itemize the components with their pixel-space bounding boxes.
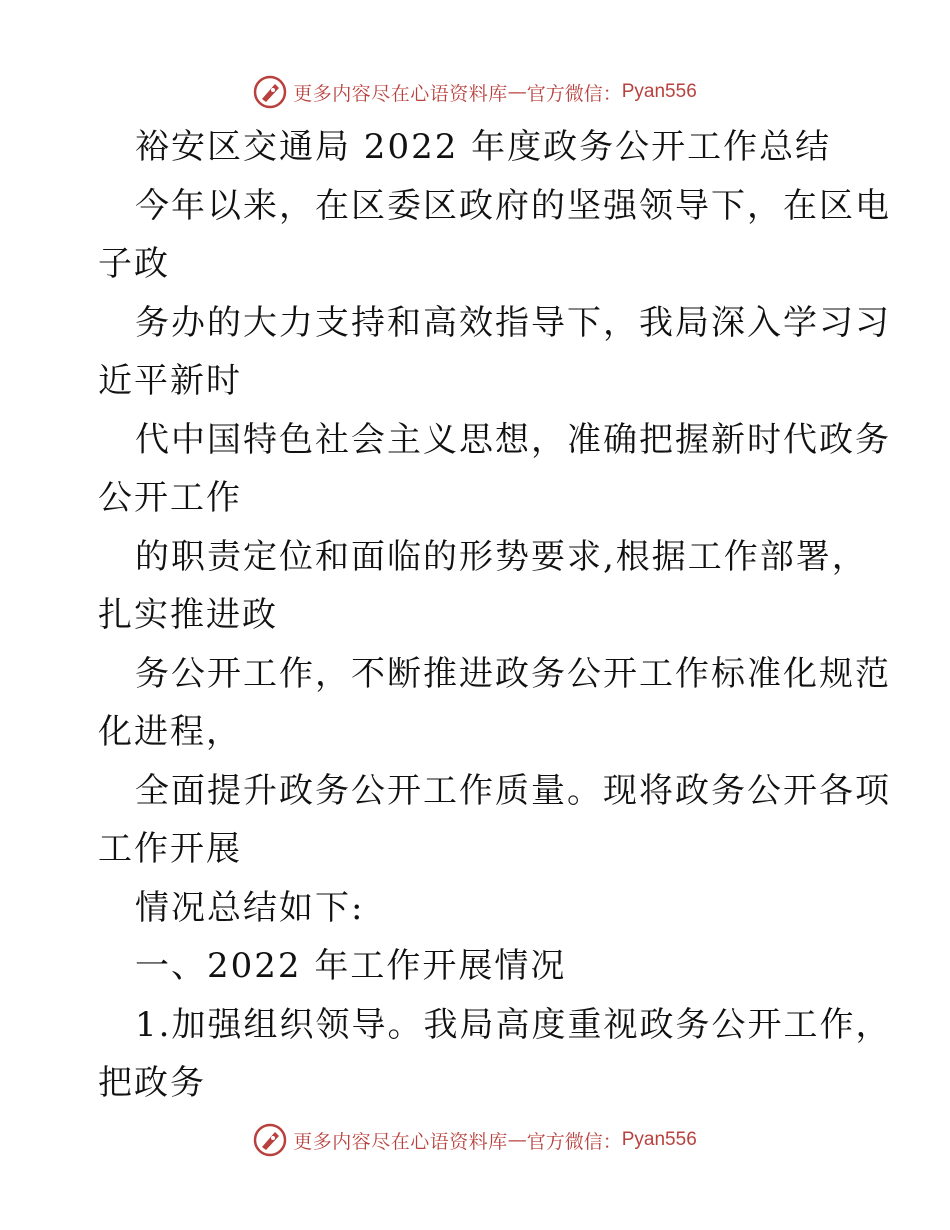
watermark-separator: — xyxy=(507,81,527,103)
paragraph-line: 情况总结如下: xyxy=(135,887,365,928)
paragraph-line: 化进程， xyxy=(98,712,242,752)
watermark-wechat-id: Pyan556 xyxy=(621,1129,697,1150)
watermark-site-text: 更多内容尽在心语资料库 xyxy=(293,1130,508,1153)
paragraph-line: 1.加强组织领导。我局高度重视政务公开工作， xyxy=(135,1004,892,1045)
paragraph-line: 子政 xyxy=(98,244,170,284)
watermark-site-text: 更多内容尽在心语资料库 xyxy=(293,82,508,105)
header-watermark-banner xyxy=(0,72,950,112)
paragraph-line: 代中国特色社会主义思想，准确把握新时代政务 xyxy=(135,419,891,460)
paragraph-line: 务办的大力支持和高效指导下，我局深入学习习 xyxy=(135,302,891,343)
paragraph-line: 工作开展 xyxy=(98,829,242,869)
paragraph-line: 今年以来，在区委区政府的坚强领导下，在区电 xyxy=(135,185,891,226)
paragraph-line: 扎实推进政 xyxy=(98,595,278,635)
paragraph-line: 的职责定位和面临的形势要求,根据工作部署， xyxy=(135,536,868,577)
watermark-wechat-label: 官方微信： xyxy=(526,82,622,105)
paragraph-line: 近平新时 xyxy=(98,361,242,401)
document-title: 裕安区交通局 2022 年度政务公开工作总结 xyxy=(135,127,832,167)
paragraph-line: 公开工作 xyxy=(98,478,242,518)
paragraph-line: 务公开工作，不断推进政务公开工作标准化规范 xyxy=(135,653,891,694)
paragraph-line: 全面提升政务公开工作质量。现将政务公开各项 xyxy=(135,770,891,811)
footer-watermark-banner xyxy=(0,1120,950,1160)
watermark-separator: — xyxy=(507,1129,527,1151)
pen-nib-icon xyxy=(253,75,287,109)
watermark-wechat-label: 官方微信： xyxy=(526,1130,622,1153)
pen-nib-icon xyxy=(253,1123,287,1157)
document-body xyxy=(98,118,892,1113)
watermark-wechat-id: Pyan556 xyxy=(621,81,697,102)
paragraph-line: 把政务 xyxy=(98,1063,206,1103)
section-heading: 一、2022 年工作开展情况 xyxy=(135,946,567,986)
